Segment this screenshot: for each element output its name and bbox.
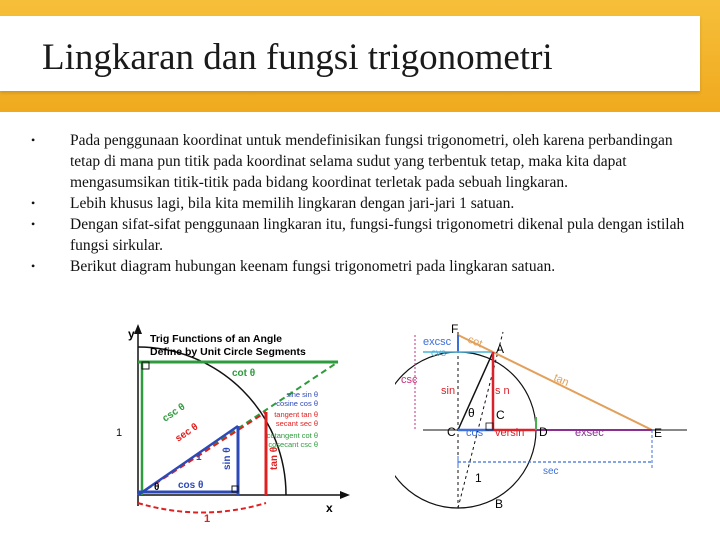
one-left-label: 1 <box>116 427 123 439</box>
bullet-dot: • <box>31 196 36 210</box>
theta-label: θ <box>154 482 160 493</box>
one-bottom-label: 1 <box>204 513 211 525</box>
legend-cosine: cosine cos θ <box>276 399 318 408</box>
title-banner <box>0 0 720 112</box>
label-versin: versin <box>495 427 525 439</box>
bullet-dot: • <box>31 259 36 273</box>
bullet-list <box>28 130 688 277</box>
bullet-text: Dengan sifat-sifat penggunaan lingkaran itu, fungsi-fungsi trigonometri dikenal pula dengan istilah fungsi sirkular. <box>70 216 685 254</box>
bullet-dot: • <box>31 217 36 231</box>
label-c-left: C <box>447 425 456 439</box>
label-d: D <box>539 425 548 439</box>
legend-secant: secant sec θ <box>275 419 318 428</box>
label-a: A <box>496 342 505 356</box>
x-axis-label: x <box>326 501 333 515</box>
bullet-item <box>28 214 688 256</box>
label-e: E <box>654 426 663 440</box>
bullet-dot: • <box>31 133 36 147</box>
sec-label: sec θ <box>173 421 201 445</box>
label-one: 1 <box>475 471 482 485</box>
label-theta: θ <box>468 406 475 420</box>
cot-label: cot θ <box>232 368 256 379</box>
radius-label: 1 <box>196 452 202 463</box>
label-excsc: excsc <box>423 336 452 348</box>
bullet-text: Pada penggunaan koordinat untuk mendefinisikan fungsi trigonometri, oleh karena perbandingan tetap di mana pun titik pada koordinat selama sudut yang terbentuk tetap, maka kita dapat mengasumsikan titik-titik pada bidang koordinat terletak pada sebuah lingkaran. <box>70 132 673 191</box>
unit-circle-diagram-right <box>395 322 695 517</box>
legend-tangent: tangent tan θ <box>274 410 318 419</box>
tan-label: tan θ <box>269 446 280 470</box>
cos-label: cos θ <box>178 480 204 491</box>
sin-label: sin θ <box>222 447 233 470</box>
label-cvs: cvs <box>431 348 446 359</box>
label-f: F <box>451 322 459 336</box>
bullet-text: Berikut diagram hubungan keenam fungsi trigonometri pada lingkaran satuan. <box>70 258 556 275</box>
bullet-item <box>28 193 688 214</box>
bullet-item <box>28 130 688 193</box>
label-b: B <box>495 497 504 511</box>
y-axis-label: y <box>128 327 135 341</box>
label-c-top: C <box>496 408 505 422</box>
y-axis-arrow <box>134 324 142 334</box>
label-csc: csc <box>401 374 418 386</box>
unit-circle-arc <box>138 347 286 495</box>
bullet-item <box>28 256 688 277</box>
bottom-arc <box>138 503 266 513</box>
label-sec: sec <box>543 466 559 477</box>
figure-title: Trig Functions of an Angle <box>150 333 283 345</box>
label-sin: sin <box>441 385 456 397</box>
slide-title: Lingkaran dan fungsi trigonometri <box>42 37 553 78</box>
tangent-line <box>493 352 652 430</box>
x-axis-arrow <box>340 491 350 499</box>
label-exsec: exsec <box>575 427 604 439</box>
label-cot: cot <box>465 333 484 351</box>
title-bar <box>0 16 700 91</box>
csc-label: csc θ <box>160 401 188 425</box>
legend-sine: sine sin θ <box>286 390 318 399</box>
legend-cotangent: cotangent cot θ <box>266 431 318 440</box>
label-sn: s n <box>495 385 510 397</box>
legend-cosecant: cosecant csc θ <box>268 440 318 449</box>
unit-circle-diagram-left <box>110 320 355 530</box>
figure-subtitle: Define by Unit Circle Segments <box>150 346 306 358</box>
label-cos: cos <box>466 427 484 439</box>
bullet-text: Lebih khusus lagi, bila kita memilih lingkaran dengan jari-jari 1 satuan. <box>70 195 515 212</box>
label-tan: tan <box>551 371 571 389</box>
